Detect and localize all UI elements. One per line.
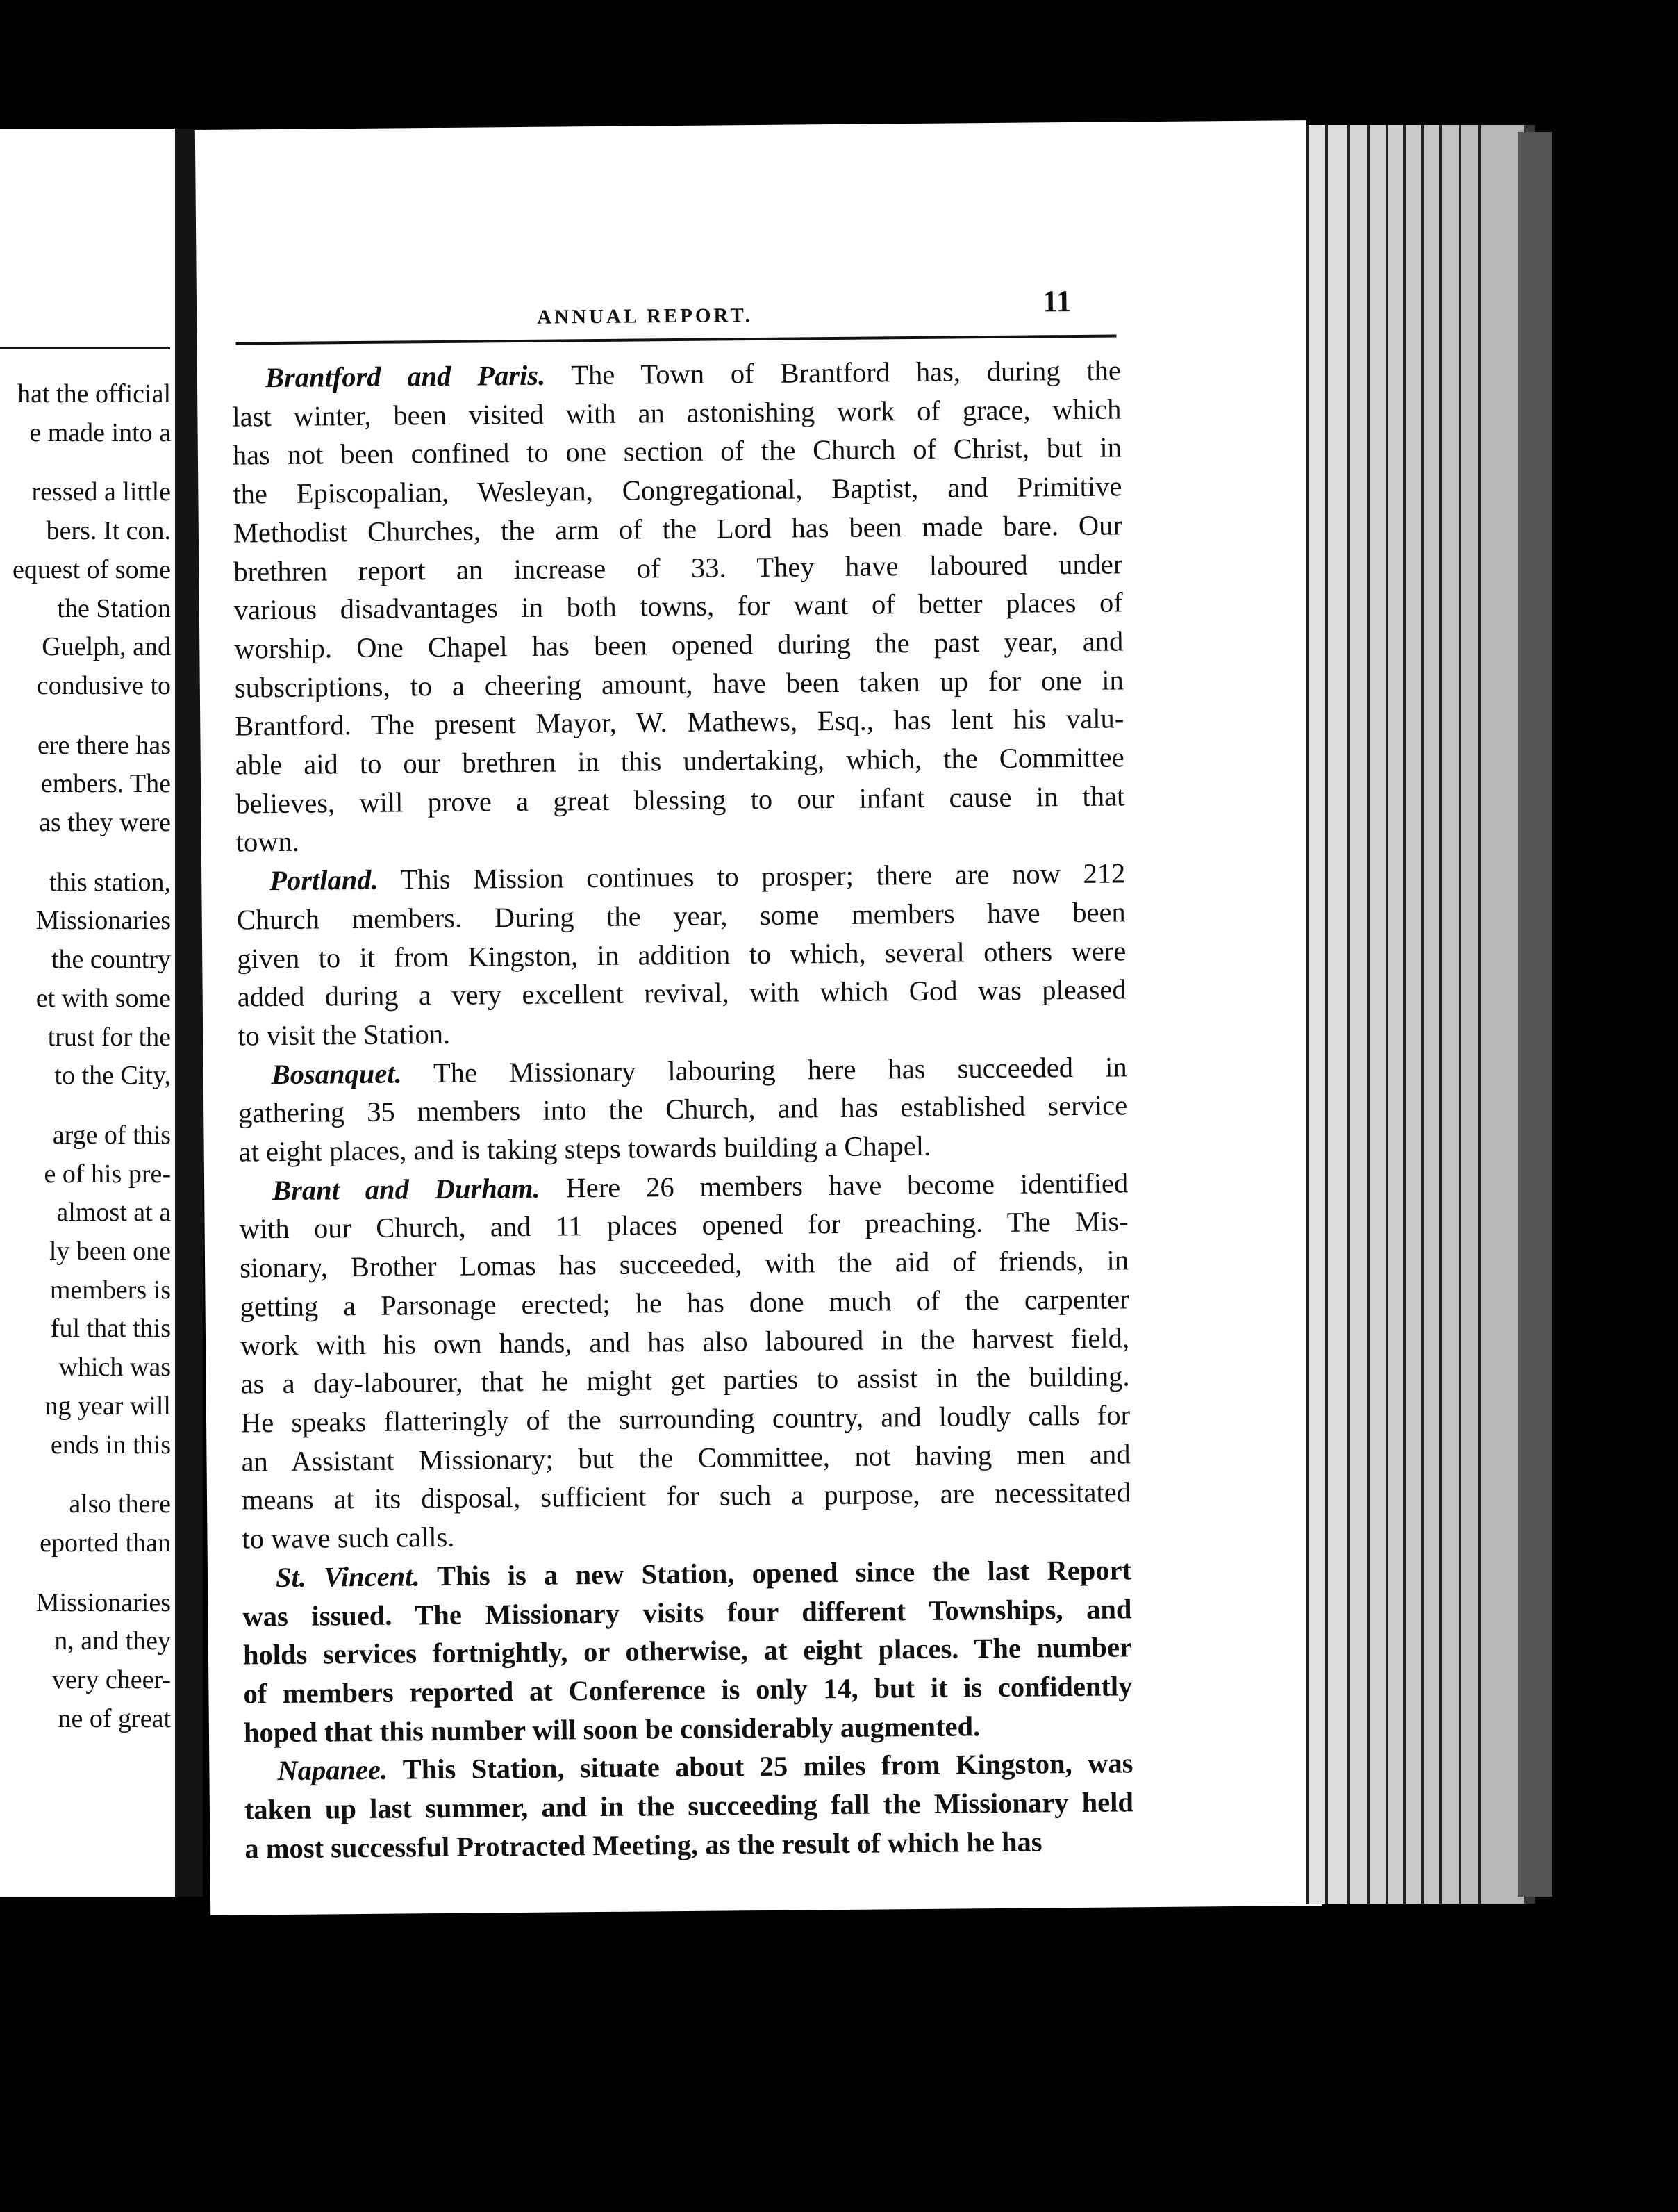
- left-page-line: condusive to: [36, 670, 171, 700]
- line-text: Brantford. The present Mayor, W. Mathews, Esq., has lent his valu-: [235, 702, 1124, 742]
- book-cover-edge: [1518, 132, 1552, 1897]
- text-line: [238, 1087, 1127, 1133]
- left-page-line: ere there has: [38, 730, 171, 760]
- header-rule: [235, 334, 1116, 345]
- line-text: as a day-labourer, that he might get parties to assist in the building.: [240, 1360, 1130, 1400]
- line-gap: [0, 452, 171, 473]
- line-text: believes, will prove a great blessing to our infant cause in that: [235, 780, 1125, 820]
- line-text: able aid to our brethren in this undertaking, which, the Committee: [235, 741, 1124, 781]
- line-text: subscriptions, to a cheering amount, have been taken up for one in: [234, 664, 1124, 704]
- line-text: with our Church, and 11 places opened for preaching. The Mis-: [239, 1205, 1129, 1246]
- left-page-line: members is: [49, 1275, 171, 1305]
- running-header: ANNUAL REPORT.: [537, 304, 753, 329]
- left-page-line: ly been one: [49, 1237, 171, 1266]
- left-page-line: ful that this: [50, 1314, 171, 1344]
- line-gap: [0, 706, 171, 727]
- line-text: brethren report an increase of 33. They have laboured under: [233, 547, 1123, 588]
- line-text: town.: [235, 826, 300, 858]
- page-number: 11: [1042, 284, 1072, 319]
- left-page-line: as they were: [39, 808, 171, 838]
- line-gap: [0, 843, 171, 864]
- left-facing-page: [0, 129, 175, 1897]
- line-text: He speaks flatteringly of the surrounding country, and loudly calls for: [240, 1399, 1131, 1439]
- line-text: Here 26 members have become identified: [540, 1167, 1129, 1204]
- left-page-line: ng year will: [44, 1391, 171, 1421]
- left-page-line: very cheer-: [51, 1665, 171, 1695]
- line-text: This Station, situate about 25 miles from Kingston, was: [387, 1747, 1133, 1786]
- left-page-line: hat the official: [17, 379, 171, 408]
- text-line: [237, 971, 1126, 1017]
- page-edges: [1306, 125, 1535, 1904]
- text-line: [243, 1667, 1132, 1713]
- text-line: [242, 1551, 1131, 1597]
- line-text: the Episcopalian, Wesleyan, Congregational, Baptist, and Primitive: [233, 470, 1122, 510]
- left-page-line: the Station: [57, 593, 171, 623]
- line-text: last winter, been visited with an astonishing work of grace, which: [232, 393, 1122, 433]
- line-text: to visit the Station.: [238, 1018, 451, 1052]
- text-line: [233, 506, 1122, 552]
- left-page-line: almost at a: [56, 1198, 171, 1228]
- left-page-line: Missionaries: [35, 906, 171, 936]
- line-text: was issued. The Missionary visits four different Townships, and: [242, 1592, 1132, 1633]
- line-text: This Mission continues to prosper; there are now 212: [378, 857, 1126, 895]
- left-page-line: bers. It con.: [46, 516, 171, 546]
- text-line: [242, 1474, 1131, 1520]
- paragraph-heading: Brant and Durham.: [272, 1172, 540, 1206]
- left-page-line: n, and they: [54, 1626, 171, 1656]
- left-page-line: e made into a: [29, 418, 171, 447]
- paragraph-heading: Bosanquet.: [271, 1057, 402, 1090]
- left-page-line: Missionaries: [35, 1587, 171, 1617]
- line-gap: [0, 1096, 171, 1116]
- left-page-line: ne of great: [58, 1703, 171, 1733]
- line-text: hoped that this number will soon be considerably augmented.: [243, 1710, 981, 1749]
- left-page-line: arge of this: [52, 1120, 171, 1150]
- text-column: [232, 351, 1134, 1868]
- line-gap: [0, 1563, 171, 1584]
- right-page: [195, 120, 1322, 1915]
- line-text: sionary, Brother Lomas has succeeded, with the aid of friends, in: [239, 1244, 1129, 1284]
- paragraph-heading: Brantford and Paris.: [265, 359, 546, 394]
- left-page-line: e of his pre-: [44, 1159, 171, 1189]
- left-page-line: et with some: [35, 983, 171, 1013]
- left-page-line: the country: [51, 945, 171, 975]
- line-text: various disadvantages in both towns, for want of better places of: [233, 586, 1123, 626]
- left-page-line: which was: [58, 1353, 171, 1382]
- left-page-line: this station,: [49, 867, 171, 897]
- paragraph-heading: St. Vincent.: [275, 1560, 420, 1593]
- line-text: means at its disposal, sufficient for such a purpose, are necessitated: [241, 1476, 1131, 1516]
- line-text: of members reported at Conference is only 14, but it is confidently: [243, 1670, 1133, 1710]
- line-text: a most successful Protracted Meeting, as the result of which he has: [244, 1826, 1042, 1865]
- text-line: [235, 777, 1124, 823]
- line-text: Church members. During the year, some members have been: [236, 896, 1126, 936]
- left-page-line: ends in this: [50, 1430, 171, 1460]
- line-text: given to it from Kingston, in addition to which, several others were: [237, 934, 1127, 975]
- line-text: added during a very excellent revival, with which God was pleased: [237, 973, 1127, 1013]
- left-page-line: equest of some: [13, 554, 171, 584]
- line-text: holds services fortnightly, or otherwise, at eight places. The number: [242, 1631, 1133, 1671]
- line-text: work with his own hands, and has also laboured in the harvest field,: [240, 1321, 1130, 1362]
- line-text: worship. One Chapel has been opened during the past year, and: [234, 625, 1124, 665]
- line-text: to wave such calls.: [242, 1521, 455, 1555]
- line-text: at eight places, and is taking steps towards building a Chapel.: [238, 1130, 931, 1168]
- text-line: [244, 1822, 1133, 1868]
- line-text: getting a Parsonage erected; he has done much of the carpenter: [240, 1283, 1129, 1323]
- left-page-line: ressed a little: [31, 477, 171, 507]
- left-page-line: to the City,: [54, 1061, 171, 1091]
- line-text: The Town of Brantford has, during the: [545, 354, 1122, 391]
- left-page-line: eported than: [40, 1528, 171, 1558]
- left-page-line: Guelph, and: [42, 632, 171, 662]
- line-text: taken up last summer, and in the succeeding fall the Missionary held: [244, 1786, 1134, 1826]
- left-page-line: also there: [69, 1489, 171, 1519]
- left-page-text: [0, 375, 171, 1739]
- paragraph-heading: Portland.: [269, 864, 379, 897]
- left-header-rule: [0, 347, 170, 349]
- line-text: This is a new Station, opened since the last Report: [420, 1554, 1132, 1592]
- line-text: has not been confined to one section of the Church of Christ, but in: [232, 431, 1122, 471]
- line-text: Methodist Churches, the arm of the Lord has been made bare. Our: [233, 509, 1123, 549]
- line-text: The Missionary labouring here has succeeded in: [401, 1051, 1127, 1089]
- left-page-line: trust for the: [47, 1022, 171, 1052]
- line-text: an Assistant Missionary; but the Committee, not having men and: [241, 1438, 1131, 1478]
- line-text: gathering 35 members into the Church, and has established service: [238, 1089, 1128, 1129]
- line-gap: [0, 1464, 171, 1485]
- left-page-line: embers. The: [40, 769, 171, 799]
- paragraph-heading: Napanee.: [277, 1754, 388, 1787]
